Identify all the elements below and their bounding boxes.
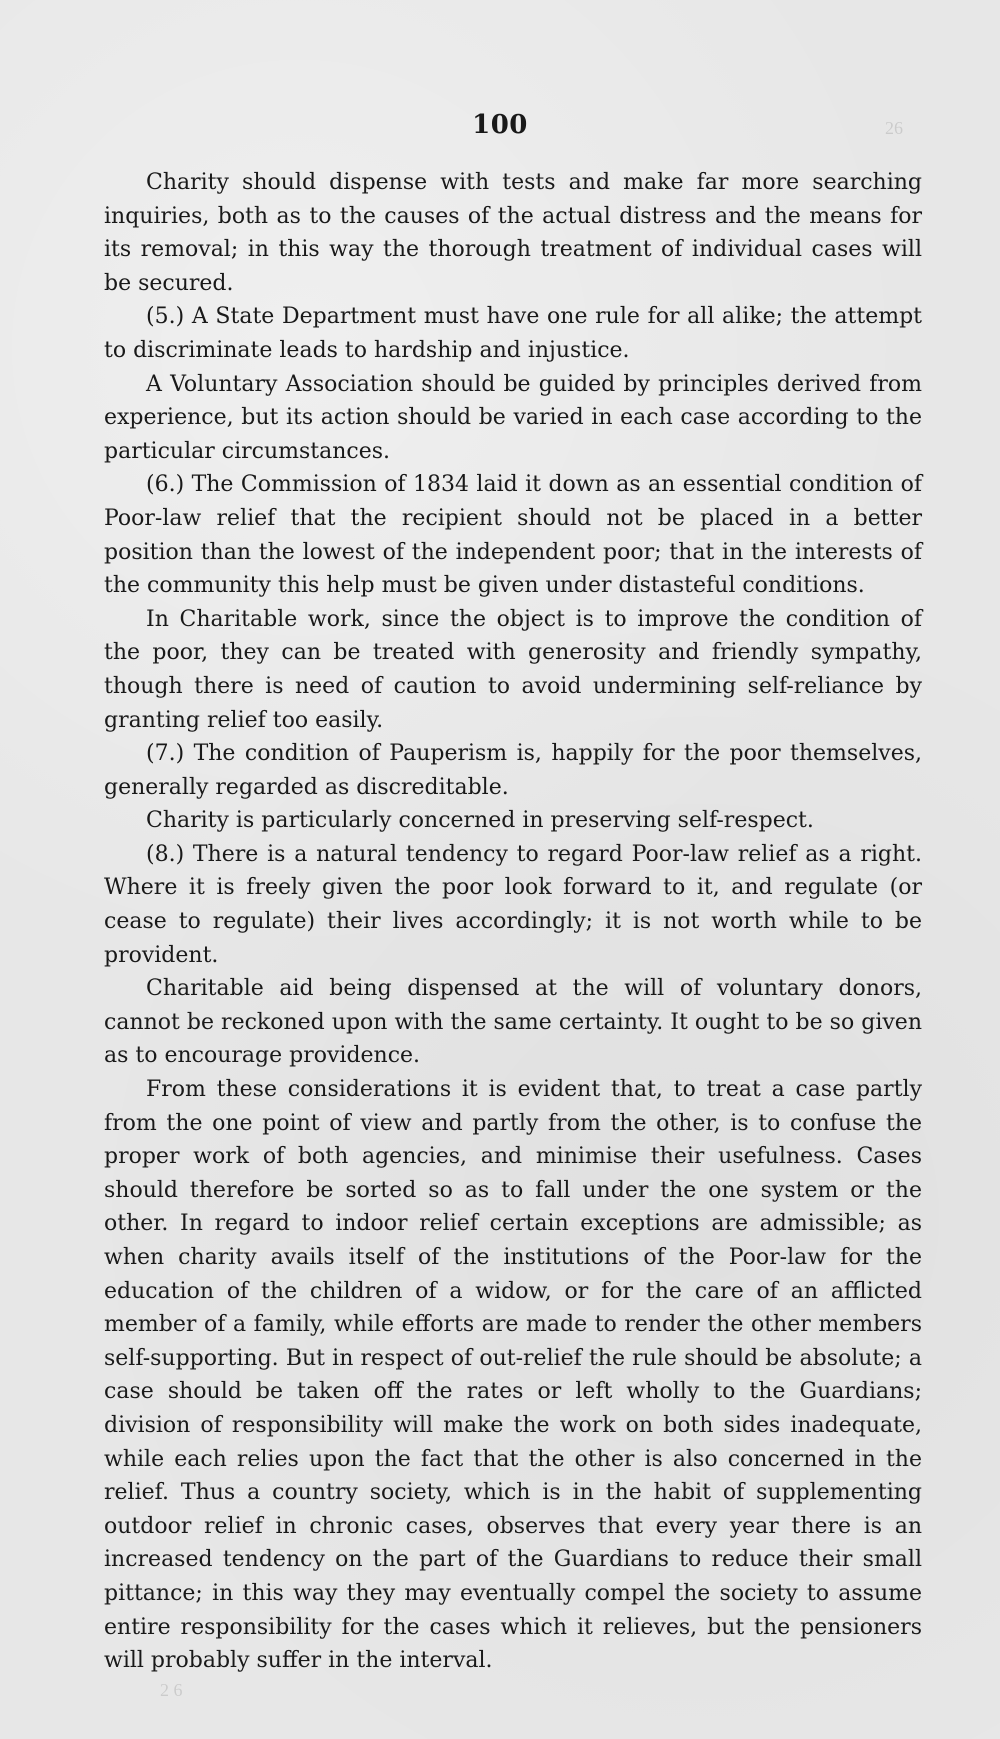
paragraph: In Charitable work, since the object is to improve the condition of the poor, they can be treated with generosity and friendly sympathy, though there is need of caution to avoid undermining self-reliance by granting relief too easily. <box>104 606 922 733</box>
page-body <box>104 166 922 1678</box>
paragraph: Charity is particularly concerned in preserving self-respect. <box>146 808 814 834</box>
paragraph: (7.) The condition of Pauperism is, happily for the poor themselves, generally regarded as discreditable. <box>104 741 922 800</box>
paragraph: A Voluntary Association should be guided by principles derived from experience, but its action should be varied in each case according to the particular circumstances. <box>104 371 922 464</box>
paragraph: (8.) There is a natural tendency to regard Poor-law relief as a right. Where it is freely given the poor look forward to it, and regulate (or cease to regulate) their lives accordingly; it is not worth while to be provident. <box>104 841 922 968</box>
bleed-through-mark: 26 <box>885 118 903 138</box>
paragraph: (5.) A State Department must have one rule for all alike; the attempt to discriminate leads to hardship and injustice. <box>104 304 922 363</box>
page-number: 100 <box>472 110 528 140</box>
paragraph: From these considerations it is evident that, to treat a case partly from the one point of view and partly from the other, is to confuse the proper work of both agencies, and minimise their usefulness. Cases should therefore be sorted so as to fall under the one system or the other. In regard to indoor relief certain exceptions are admissible; as when charity avails itself of the institutions of the Poor-law for the education of the children of a widow, or for the care of an afflicted member of a family, while efforts are made to render the other members self-supporting. But in respect of out-relief the rule should be absolute; a case should be taken off the rates or left wholly to the Guardians; division of responsibility will make the work on both sides inadequate, while each relies upon the fact that the other is also concerned in the relief. Thus a country society, which is in the habit of supplementing outdoor relief in chronic cases, observes that every year there is an increased tendency on the part of the Guardians to reduce their small pittance; in this way they may eventually compel the society to assume entire responsibility for the cases which it relieves, but the pensioners will probably suffer in the interval. <box>104 1077 922 1674</box>
paragraph: (6.) The Commission of 1834 laid it down as an essential condition of Poor-law relief that the recipient should not be placed in a better position than the lowest of the independent poor; that in the interests of the community this help must be given under distasteful conditions. <box>104 472 922 599</box>
paragraph: Charity should dispense with tests and make far more searching inquiries, both as to the causes of the actual distress and the means for its removal; in this way the thorough treatment of individual cases will be secured. <box>104 170 922 296</box>
paragraph: Charitable aid being dispensed at the will of voluntary donors, cannot be reckoned upon with the same certainty. It ought to be so given as to encourage providence. <box>104 976 922 1069</box>
bleed-through-mark: 2 6 <box>160 1680 183 1700</box>
